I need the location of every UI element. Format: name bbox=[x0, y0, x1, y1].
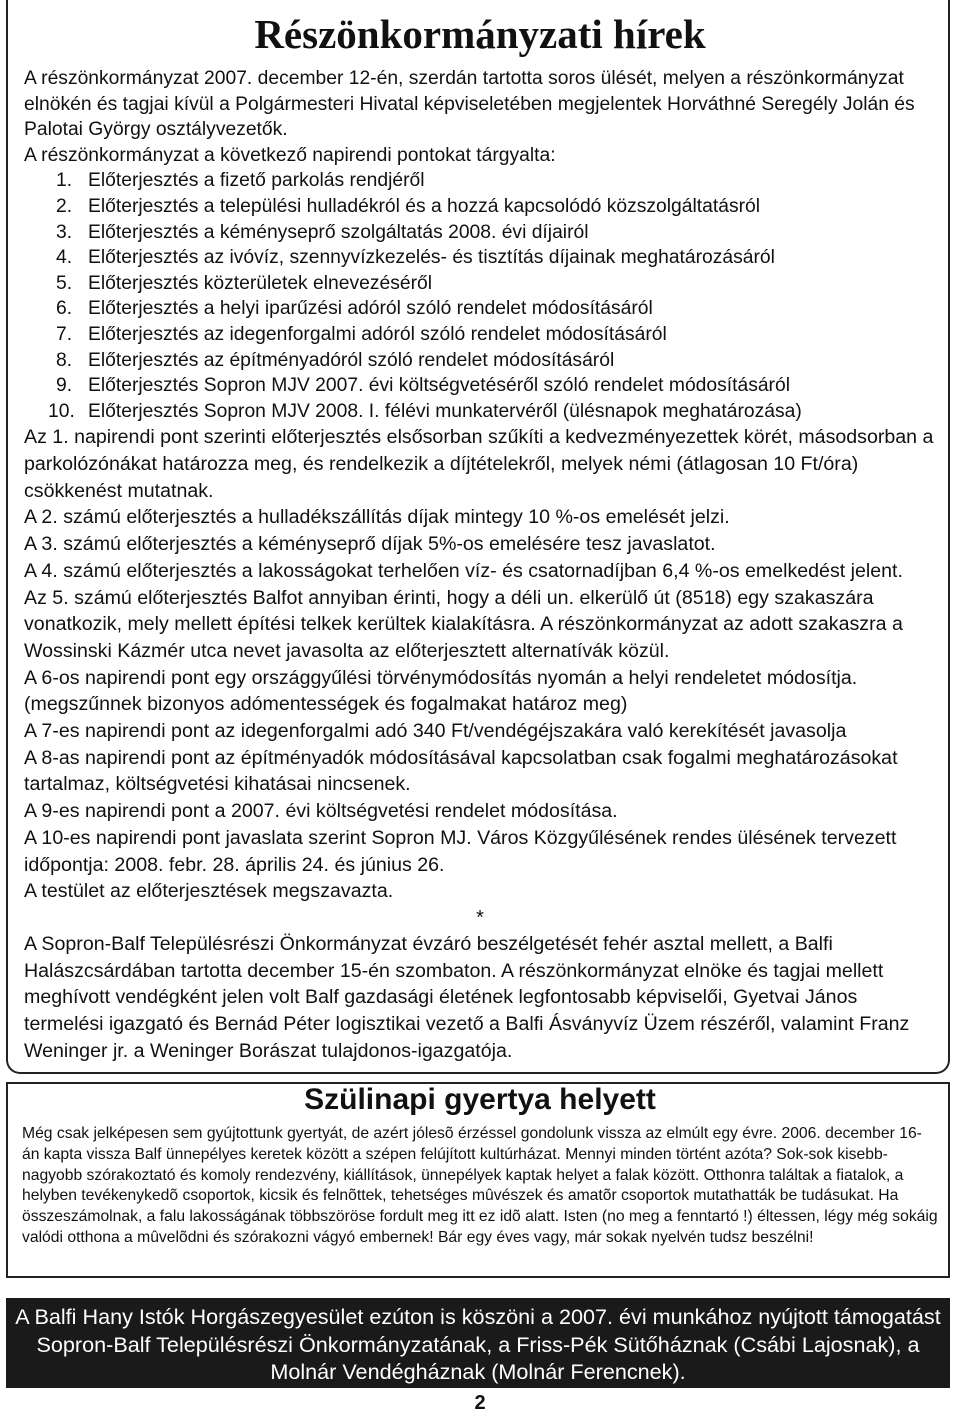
agenda-item bbox=[24, 373, 936, 399]
agenda-item-number: 4. bbox=[56, 247, 73, 269]
summary-paragraph: A 2. számú előterjesztés a hulladékszállítás díjak mintegy 10 %-os emelését jelzi. bbox=[24, 506, 730, 529]
birthday-title: Szülinapi gyertya helyett bbox=[304, 1083, 656, 1116]
summary-paragraph: A 4. számú előterjesztés a lakosságokat terhelően víz- és csatornadíjban 6,4 %-os emelkedést jelent. bbox=[24, 559, 903, 582]
agenda-item-text: Előterjesztés a kéményseprő szolgáltatás 2008. évi díjairól bbox=[88, 221, 589, 243]
agenda-item-number: 8. bbox=[56, 349, 73, 371]
agenda-item-text: Előterjesztés a települési hulladékról és a hozzá kapcsolódó közszolgáltatásról bbox=[88, 195, 761, 217]
page-number: 2 bbox=[474, 1392, 486, 1414]
summary-paragraph: A 10-es napirendi pont javaslata szerint Sopron MJ. Város Közgyűlésének rendes ülésének tervezett időpontja: 2008. febr. 28. április 24. és június 26. bbox=[24, 826, 897, 876]
summary-paragraph: A 7-es napirendi pont az idegenforgalmi adó 340 Ft/vendégéjszakára való kerekítését javasolja bbox=[24, 720, 847, 743]
agenda-item bbox=[24, 220, 936, 246]
agenda-item-number: 2. bbox=[56, 195, 73, 217]
agenda-item bbox=[24, 245, 936, 271]
agenda-item-text: Előterjesztés az ivóvíz, szennyvízkezelés- és tisztítás díjainak meghatározásáról bbox=[88, 247, 775, 269]
agenda-intro: A részönkormányzat a következő napirendi pontokat tárgyalta: bbox=[24, 144, 556, 166]
agenda-item-text: Előterjesztés az építményadóról szóló rendelet módosításáról bbox=[88, 349, 615, 371]
agenda-item-number: 9. bbox=[56, 375, 73, 397]
news-body bbox=[24, 66, 936, 1064]
agenda-item-text: Előterjesztés a fizető parkolás rendjéről bbox=[88, 170, 425, 192]
agenda-item-number: 3. bbox=[56, 221, 73, 243]
agenda-item-number: 6. bbox=[56, 298, 73, 320]
intro-paragraph: A részönkormányzat 2007. december 12-én, szerdán tartotta soros ülését, melyen a részönkormányzat elnökén és tagjai kívül a Polgármesteri Hivatal képviseletében megjelentek Horváthné Seregély Jolán és Palotai György osztályvezetők. bbox=[24, 68, 915, 141]
agenda-item bbox=[24, 348, 936, 374]
agenda-item-text: Előterjesztés közterületek elnevezéséről bbox=[88, 272, 433, 294]
agenda-item-text: Előterjesztés a helyi iparűzési adóról szóló rendelet módosításáról bbox=[88, 298, 653, 320]
agenda-item-text: Előterjesztés Sopron MJV 2007. évi költségvetéséről szóló rendelet módosításáról bbox=[88, 375, 790, 397]
summary-paragraph: A 6-os napirendi pont egy országgyűlési törvénymódosítás nyomán a helyi rendeletet módosítja. (megszűnnek bizonyos adómentességek és fogalmakat határoz meg) bbox=[24, 666, 858, 716]
agenda-item bbox=[24, 296, 936, 322]
summary-paragraph: A testület az előterjesztések megszavazta. bbox=[24, 880, 394, 903]
agenda-item-number: 7. bbox=[56, 323, 73, 345]
summary-paragraph: A 9-es napirendi pont a 2007. évi költségvetési rendelet módosítása. bbox=[24, 800, 618, 823]
agenda-item-number: 1. bbox=[56, 170, 73, 192]
summary-paragraph: Az 1. napirendi pont szerinti előterjesztés elsősorban szűkíti a kedvezményezettek körét, másodsorban a parkolózónákat határozza meg, és rendelkezik a díjtételekről, melyek némi (átlagosan 10 Ft/óra) csökkenést mutatnak. bbox=[24, 426, 934, 502]
summary-paragraph: Az 5. számú előterjesztés Balfot annyiban érinti, hogy a déli un. elkerülő út (8518) egy szakaszára vonatkozik, mely mellett építési telkek kerültek kialakításra. A részönkormányzat az adott szakaszra a Wossinski Kázmér utca nevet javasolta az előterjesztett alternatívák közül. bbox=[24, 586, 903, 662]
agenda-item-number: 5. bbox=[56, 272, 73, 294]
agenda-item bbox=[24, 271, 936, 297]
birthday-body: Még csak jelképesen sem gyújtottunk gyertyát, de azért jólesõ érzéssel gondolunk vissza az elmúlt egy évre. 2006. december 16-án kapta vissza Balf ünnepélyes keretek között a szépen felújított kultúrházat. Mennyi minden történt azóta? Sok-sok kisebb-nagyobb szórakoztató és komoly rendezvény, kiállítások, ünnepélyek kaptak helyet a falak között. Otthonra találtak a fiatalok, a helyben tevékenykedõ csoportok, kicsik és felnõttek, tehetséges mûvészek és amatõr csoportok mutathatták be tudásukat. Ha összeszámolnak, a falu lakosságának többszöröse fordult meg itt ez idõ alatt. Isten (no meg a fenntartó !) éltessen, légy még sokáig valódi otthona a mûvelõdni és szórakozni vágyó embernek! Bár egy éves vagy, már sokak nyelvén tudsz beszélni! bbox=[22, 1125, 938, 1246]
agenda-item bbox=[24, 194, 936, 220]
agenda-summary bbox=[24, 424, 936, 1064]
summary-paragraph: A 8-as napirendi pont az építményadók módosításával kapcsolatban csak fogalmi meghatározásokat tartalmaz, költségvetési kihatásai nincsenek. bbox=[24, 746, 898, 796]
closing-paragraph: A Sopron-Balf Településrészi Önkormányzat évzáró beszélgetését fehér asztal mellett, a Balfi Halászcsárdában tartotta december 15-én szombaton. A részönkormányzat elnöke és tagjai mellett meghívott vendégként jelen volt Balf gazdasági életének legfontosabb képviselői, Gyetvai János termelési igazgató és Bernád Péter logisztikai vezető a Balfi Ásványvíz Üzem részéről, valamint Franz Weninger jr. a Weninger Borászat tulajdonos-igazgatója. bbox=[24, 932, 910, 1062]
agenda-list bbox=[24, 168, 936, 424]
agenda-item-text: Előterjesztés Sopron MJV 2008. I. félévi munkatervéről (ülésnapok meghatározása) bbox=[88, 400, 802, 422]
agenda-item bbox=[24, 168, 936, 194]
news-title: Részönkormányzati hírek bbox=[254, 11, 706, 57]
summary-paragraph: A 3. számú előterjesztés a kéményseprő díjak 5%-os emelésére tesz javaslatot. bbox=[24, 533, 716, 556]
agenda-item-number: 10. bbox=[48, 400, 75, 422]
agenda-item-text: Előterjesztés az idegenforgalmi adóról szóló rendelet módosításáról bbox=[88, 323, 667, 345]
agenda-item bbox=[24, 322, 936, 348]
thanks-text: A Balfi Hany Istók Horgászegyesület ezúton is köszöni a 2007. évi munkához nyújtott támogatást Sopron-Balf Településrészi Önkormányzatának, a Friss-Pék Sütőháznak (Csábi Lajosnak), a Molnár Vendégháznak (Molnár Ferencnek). bbox=[15, 1304, 941, 1385]
section-separator: * bbox=[476, 906, 484, 929]
agenda-item bbox=[24, 399, 936, 425]
